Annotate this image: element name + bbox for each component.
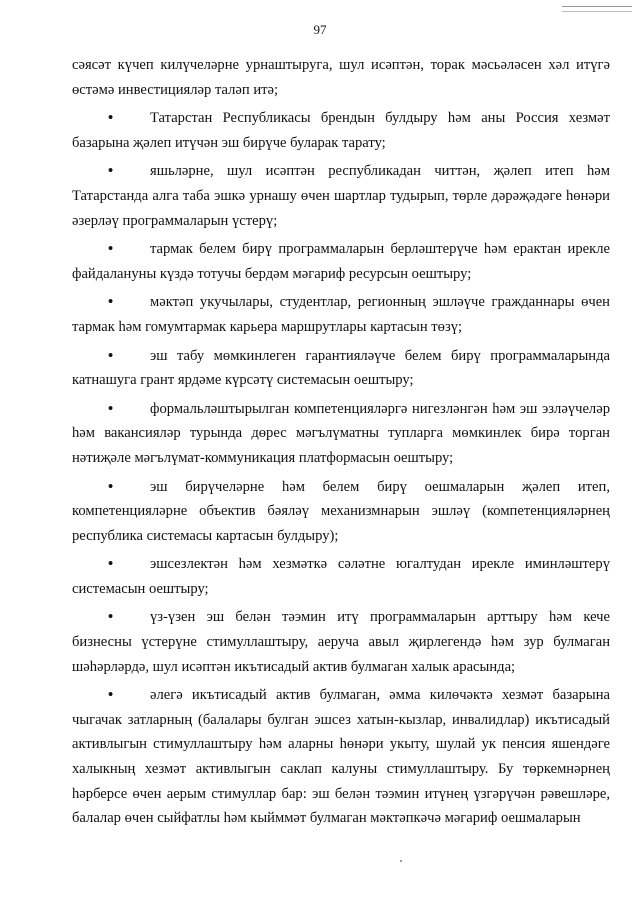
list-item-text: яшьләрне, шул исәптән республикадан читтән, җәлеп итеп һәм Татарстанда алга таба эшкә урнашу өчен шартлар тудырып, төрле дәрәҗәдәге һөнәри әзерләү программаларын үстерү; <box>72 163 610 229</box>
scan-edge-mark <box>562 6 632 12</box>
list-item: • мәктәп укучылары, студентлар, регионның эшләүче гражданнары өчен тармак һәм гомумтармак карьера маршрутлары картасын төзү; <box>72 294 610 335</box>
list-item-text: Татарстан Республикасы брендын булдыру һәм аны Россия хезмәт базарына җәлеп итүчән эш бирүче буларак тарату; <box>72 110 610 151</box>
list-item: • эш бирүчеләрне һәм белем бирү оешмаларын җәлеп итеп, компетенцияләрне объектив бәяләү механизмнарын эшләү (компетенцияләрнең республика системасы картасын булдыру); <box>72 478 610 544</box>
list-item-text: формальләштырылган компетенцияләргә нигезләнгән һәм эш эзләүчеләр һәм вакансияләр турында дөрес мәгълүматны тупларга мөмкинлек бирә торган нәтиҗәле мәгълүмат-коммуникация платформасын оештыру; <box>72 400 610 466</box>
list-item-text: әлегә икътисадый актив булмаган, әмма килөчәктә хезмәт базарына чыгачак затларның (балалары булган эшсез хатын-кызлар, инвалидлар) икътисадый активлыгын стимуллаштыру һәм аларны һөнәри укыту, шулай ук пенсия яшендәге халыкның хезмәт активлыгын саклап калуны стимуллаштыру. Бу төркемнәрнең һәрберсе өчен аерым стимуллар бар: эш белән тәэмин итүнең үзгәрүчән рәвешләре, балалар өчен сыйфатлы һәм кыйммәт булмаган мәктәпкәчә мәгариф оешмаларын <box>72 687 610 827</box>
list-item: • формальләштырылган компетенцияләргә нигезләнгән һәм эш эзләүчеләр һәм вакансияләр турында дөрес мәгълүматны тупларга мөмкинлек бирә торган нәтиҗәле мәгълүмат-коммуникация платформасын оештыру; <box>72 400 610 466</box>
list-item-text: эш бирүчеләрне һәм белем бирү оешмаларын җәлеп итеп, компетенцияләрне объектив бәяләү механизмнарын эшләү (компетенцияләрнең республика системасы картасын булдыру); <box>72 478 610 544</box>
list-item: • Татарстан Республикасы брендын булдыру һәм аны Россия хезмәт базарына җәлеп итүчән эш бирүче буларак тарату; <box>72 110 610 151</box>
continuation-paragraph: сәясәт күчеп килүчеләрне урнаштыруга, шул исәптән, торак мәсьәләсен хәл итүгә өстәмә инвестицияләр таләп итә; <box>72 57 610 98</box>
list-item-text: үз-үзен эш белән тәэмин итү программаларын арттыру һәм кече бизнесны үстерүне стимуллаштыру, аеруча авыл җирлегендә һәм зур булмаган шәһәрләрдә, шул исәптән икътисадый актив булмаган халык арасында; <box>72 609 610 675</box>
page-number: 97 <box>313 22 327 37</box>
bullet-list <box>72 106 610 831</box>
list-item-text: эшсезлектән һәм хезмәткә сәләтне югалтудан ирекле иминләштерү системасын оештыру; <box>72 556 610 597</box>
list-item: • үз-үзен эш белән тәэмин итү программаларын арттыру һәм кече бизнесны үстерүне стимуллаштыру, аеруча авыл җирлегендә һәм зур булмаган шәһәрләрдә, шул исәптән икътисадый актив булмаган халык арасында; <box>72 609 610 675</box>
scan-speck <box>400 860 402 862</box>
list-item: • әлегә икътисадый актив булмаган, әмма килөчәктә хезмәт базарына чыгачак затларның (балалары булган эшсез хатын-кызлар, инвалидлар) икътисадый активлыгын стимуллаштыру һәм аларны һөнәри укыту, шулай ук пенсия яшендәге халыкның хезмәт активлыгын саклап калуны стимуллаштыру. Бу төркемнәрнең һәрберсе өчен аерым стимуллар бар: эш белән тәэмин итүнең үзгәрүчән рәвешләре, балалар өчен сыйфатлы һәм кыйммәт булмаган мәктәпкәчә мәгариф оешмаларын <box>72 687 610 827</box>
list-item: • эшсезлектән һәм хезмәткә сәләтне югалтудан ирекле иминләштерү системасын оештыру; <box>72 556 610 597</box>
list-item: • тармак белем бирү программаларын берләштерүче һәм ерактан ирекле файдалануны күздә тотучы бердәм мәгариф ресурсын оештыру; <box>72 241 610 282</box>
list-item: • эш табу мөмкинлеген гарантияләүче белем бирү программаларында катнашуга грант ярдәме күрсәтү системасын оештыру; <box>72 347 610 389</box>
list-item-text: эш табу мөмкинлеген гарантияләүче белем бирү программаларында катнашуга грант ярдәме күрсәтү системасын оештыру; <box>72 347 610 389</box>
list-item-text: тармак белем бирү программаларын берләштерүче һәм ерактан ирекле файдалануны күздә тотучы бердәм мәгариф ресурсын оештыру; <box>72 241 610 282</box>
page-body <box>72 53 610 835</box>
list-item-text: мәктәп укучылары, студентлар, регионның эшләүче гражданнары өчен тармак һәм гомумтармак карьера маршрутлары картасын төзү; <box>72 294 610 335</box>
list-item: • яшьләрне, шул исәптән республикадан читтән, җәлеп итеп һәм Татарстанда алга таба эшкә урнашу өчен шартлар тудырып, төрле дәрәҗәдәге һөнәри әзерләү программаларын үстерү; <box>72 163 610 229</box>
